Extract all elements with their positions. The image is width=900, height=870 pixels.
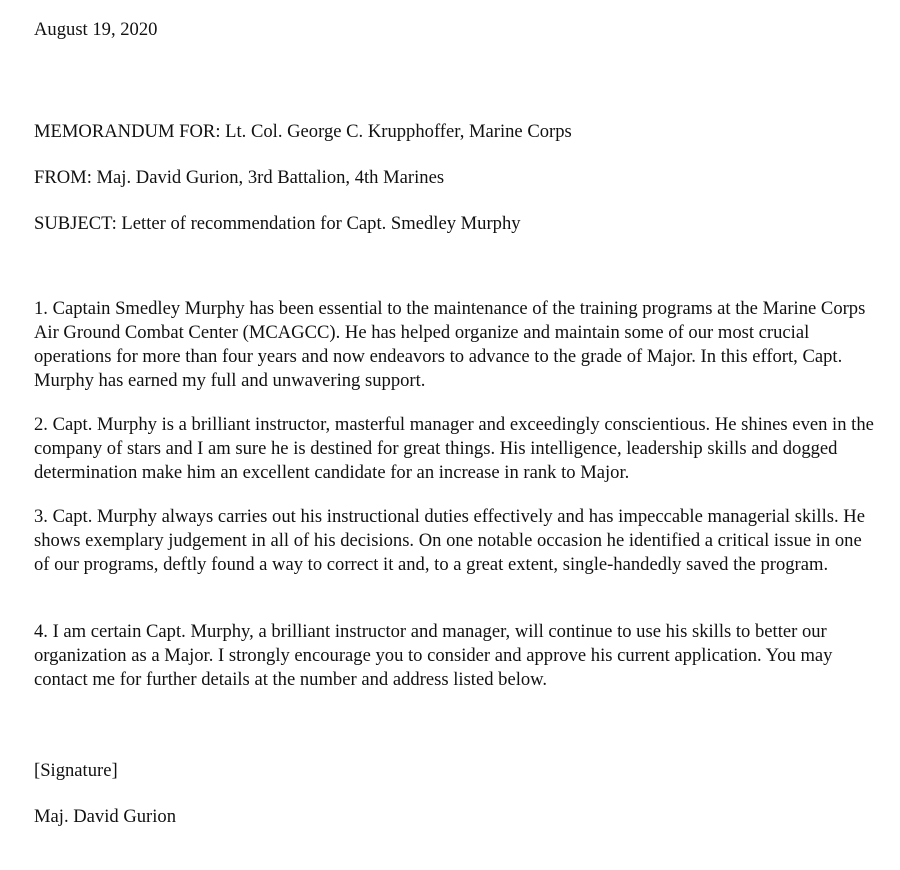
- signature-placeholder: [Signature]: [34, 760, 118, 781]
- subject-line: SUBJECT: Letter of recommendation for Capt. Smedley Murphy: [34, 213, 521, 234]
- body-paragraph-4: 4. I am certain Capt. Murphy, a brilliant instructor and manager, will continue to use his skills to better our organization as a Major. I strongly encourage you to consider and approve his current application. You may contact me for further details at the number and address listed below.: [34, 621, 833, 690]
- from-line: FROM: Maj. David Gurion, 3rd Battalion, 4th Marines: [34, 167, 445, 188]
- memo-date: August 19, 2020: [34, 19, 158, 40]
- body-paragraph-3: 3. Capt. Murphy always carries out his instructional duties effectively and has impeccable managerial skills. He shows exemplary judgement in all of his decisions. On one notable occasion he identified a critical issue in one of our programs, deftly found a way to correct it and, to a great extent, single-handedly saved the program.: [34, 506, 865, 575]
- memorandum-for-line: MEMORANDUM FOR: Lt. Col. George C. Krupphoffer, Marine Corps: [34, 121, 572, 142]
- body-paragraph-2: 2. Capt. Murphy is a brilliant instructor, masterful manager and exceedingly conscientious. He shines even in the company of stars and I am sure he is destined for great things. His intelligence, leadership skills and dogged determination make him an excellent candidate for an increase in rank to Major.: [34, 414, 874, 483]
- body-paragraph-1: 1. Captain Smedley Murphy has been essential to the maintenance of the training programs at the Marine Corps Air Ground Combat Center (MCAGCC). He has helped organize and maintain some of our most crucial operations for more than four years and now endeavors to advance to the grade of Major. In this effort, Capt. Murphy has earned my full and unwavering support.: [34, 298, 866, 391]
- signer-name: Maj. David Gurion: [34, 806, 177, 827]
